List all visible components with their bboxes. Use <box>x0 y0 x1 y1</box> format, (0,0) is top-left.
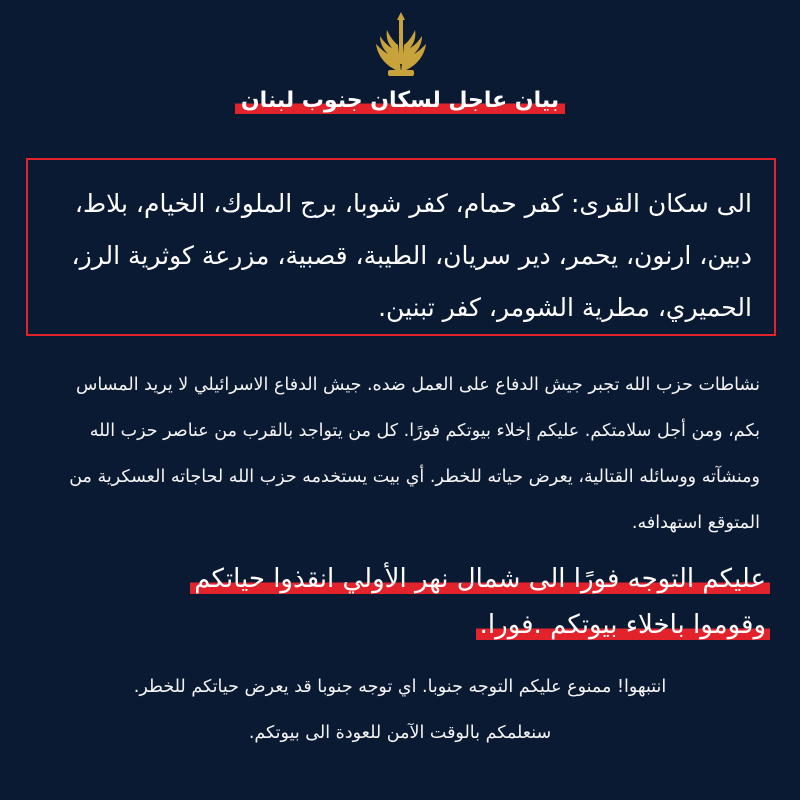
body-paragraph: نشاطات حزب الله تجبر جيش الدفاع على العمل ضده. جيش الدفاع الاسرائيلي لا يريد المساس بكم، ومن أجل سلامتكم. عليكم إخلاء بيوتكم فورًا. كل من يتواجد بالقرب من عناصر حزب الله ومنشآته ووسائله القتالية، يعرض حياته للخطر. أي بيت يستخدمه حزب الله لحاجاته العسكرية من المتوقع استهدافه. <box>69 375 760 533</box>
urgent-line-2: وقوموا باخلاء بيوتكم .فورا. <box>476 604 770 646</box>
villages-list-box: الى سكان القرى: كفر حمام، كفر شوبا، برج الملوك، الخيام، بلاط، دبين، ارنون، يحمر، دير سريان، الطيبة، قصبية، مزرعة كوثرية الرز، الحميري، مطرية الشومر، كفر تبنين. <box>26 158 776 336</box>
warning-block <box>0 664 800 756</box>
idf-emblem-icon <box>370 12 432 78</box>
urgent-instruction <box>30 558 770 650</box>
warning-line-2: سنعلمكم بالوقت الآمن للعودة الى بيوتكم. <box>248 723 552 743</box>
warning-line-1: انتبهوا! ممنوع عليكم التوجه جنوبا. اي توجه جنوبا قد يعرض حياتكم للخطر. <box>133 677 667 697</box>
urgent-line-1: عليكم التوجه فورًا الى شمال نهر الأولي انقذوا حياتكم <box>190 558 770 600</box>
statement-title: بيان عاجل لسكان جنوب لبنان <box>235 86 565 116</box>
statement-title-wrap <box>0 86 800 116</box>
